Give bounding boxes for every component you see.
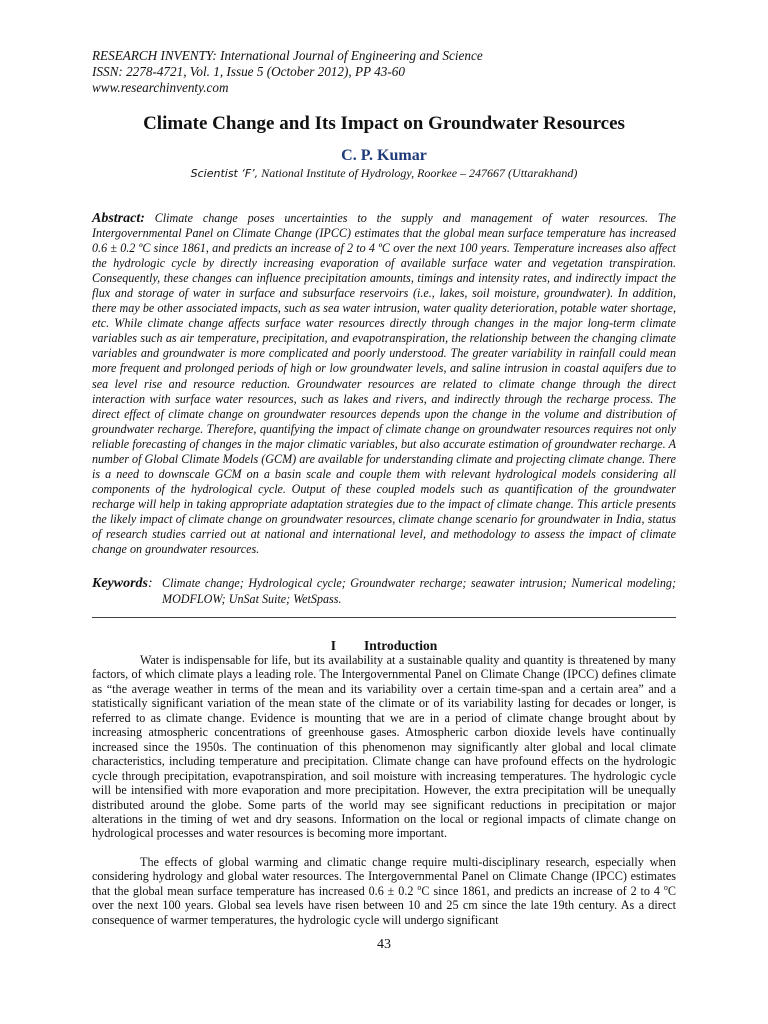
- keywords-label: [92, 576, 162, 607]
- section-heading: [0, 638, 768, 654]
- abstract-text: Climate change poses uncertainties to the supply and management of water resources. The Intergovernmental Panel on Climate Change (IPCC) estimates that the global mean surface temperature has increased 0.6 ± 0.2 ºC since 1861, and predicts an increase of 2 to 4 ºC over the next 100 years. Temperature increases also affect the hydrologic cycle by directly increasing evaporation of available surface water and vegetation transpiration. Consequently, these changes can influence precipitation amounts, timings and intensity rates, and indirectly impact the flux and storage of water in surface and subsurface reservoirs (i.e., lakes, soil moisture, groundwater). In addition, there may be other associated impacts, such as sea water intrusion, water quality deterioration, potable water shortage, etc. While climate change affects surface water resources directly through changes in the major long-term climate variables such as air temperature, precipitation, and evapotranspiration, the relationship between the changing climate variables and groundwater is more complicated and poorly understood. The greater variability in rainfall could mean more frequent and prolonged periods of high or low groundwater levels, and saline intrusion in coastal aquifers due to sea level rise and resource reduction. Groundwater resources are related to climate change through the direct interaction with surface water resources, such as lakes and rivers, and indirectly through the recharge process. The direct effect of climate change on groundwater resources depends upon the change in the volume and distribution of groundwater recharge. Therefore, quantifying the impact of climate change on groundwater resources requires not only reliable forecasting of changes in the major climatic variables, but also accurate estimation of groundwater recharge. A number of Global Climate Models (GCM) are available for understanding climate and projecting climate change. There is a need to downscale GCM on a basin scale and couple them with relevant hydrological models considering all components of the hydrological cycle. Output of these coupled models such as quantification of the groundwater recharge will help in taking appropriate adaptation strategies due to the impact of climate change. This article presents the likely impact of climate change on groundwater resources, climate change scenario for groundwater in India, status of research studies carried out at national and international level, and methodology to assess the impact of climate change on groundwater resources.: [92, 211, 676, 557]
- keywords-label-text: Keywords: [92, 576, 148, 591]
- author-designation: Scientist ‘F’,: [190, 167, 259, 180]
- section-title: Introduction: [363, 638, 438, 653]
- journal-header: [92, 48, 692, 96]
- paragraph-2-part-c: C over the next 100 years. Global sea levels have risen between 10 and 25 cm since the late 19th century. As a direct consequence of warmer temperatures, the hydrologic cycle will undergo significant: [92, 883, 676, 927]
- section-divider: [92, 617, 676, 618]
- paper-title: Climate Change and Its Impact on Groundwater Resources: [143, 113, 625, 134]
- keywords-text: Climate change; Hydrological cycle; Groundwater recharge; seawater intrusion; Numerical modeling; MODFLOW; UnSat Suite; WetSpass.: [162, 576, 676, 606]
- body-paragraph-2: [92, 855, 676, 927]
- page-number: 43: [377, 937, 391, 952]
- author-institute: National Institute of Hydrology, Roorkee – 247667 (Uttarakhand): [261, 166, 578, 180]
- paragraph-2-part-b: C since 1861, and predicts an increase of 2 to 4: [421, 883, 664, 898]
- journal-issn: ISSN: 2278-4721, Vol. 1, Issue 5 (October 2012), PP 43-60: [92, 64, 405, 79]
- journal-website[interactable]: www.researchinventy.com: [92, 80, 229, 95]
- body-paragraph-1: Water is indispensable for life, but its availability at a sustainable quality and quantity is threatened by many factors, of which climate plays a leading role. The Intergovernmental Panel on Climate Change (IPCC) defines climate as “the average weather in terms of the mean and its variability over a certain time-span and a certain area” and a statistically significant variation of the mean state of the climate or of its variability lasting for decades or longer, is referred to as climate change. Evidence is mounting that we are in a period of climate change brought about by increasing atmospheric concentrations of greenhouse gases. Atmospheric carbon dioxide levels have continually increased since the 1950s. The continuation of this phenomenon may significantly alter global and local climate characteristics, including temperature and precipitation. Climate change can have profound effects on the hydrologic cycle through precipitation, evapotranspiration, and soil moisture with increasing temperatures. The hydrologic cycle will be intensified with more evaporation and more precipitation. However, the extra precipitation will be unequally distributed around the globe. Some parts of the world may see significant reductions in precipitation or major alterations in the timing of wet and dry seasons. Information on the local or regional impacts of climate change on hydrological processes and water resources is becoming more important.: [92, 653, 676, 841]
- section-number: I: [330, 638, 336, 653]
- author-affiliation: [0, 166, 768, 181]
- body-text: [92, 653, 676, 927]
- author-name: C. P. Kumar: [341, 147, 427, 164]
- keywords-colon: :: [148, 576, 153, 591]
- paragraph-2-part-a: The effects of global warming and climatic change require multi-disciplinary research, especially when considering hydrology and global water resources. The Intergovernmental Panel on Climate Change (IPCC) estimates that the global mean surface temperature has increased 0.6 ± 0.2: [92, 854, 676, 898]
- abstract-label: Abstract:: [92, 211, 145, 226]
- keywords-block: [92, 576, 676, 607]
- degree-superscript: o: [663, 882, 668, 892]
- degree-superscript: o: [417, 882, 422, 892]
- journal-name: RESEARCH INVENTY: International Journal of Engineering and Science: [92, 48, 483, 63]
- abstract-block: [92, 211, 676, 557]
